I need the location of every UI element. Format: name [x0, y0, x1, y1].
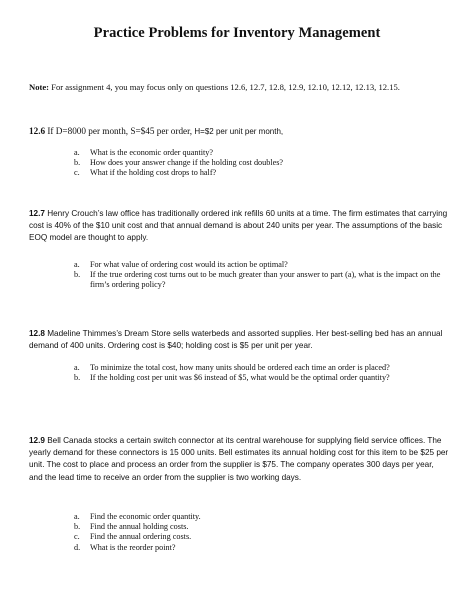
setup-cost-value: 45 — [145, 126, 155, 136]
problem-text: Bell Canada stocks a certain switch connector at its central warehouse for supplying field service offices. The yearly demand for these connectors is 15 000 units. Bell estimates its annual holding cost for this item to be $25 per unit. The cost to place and process an order from the supplier is $75. The company operates 300 days per year, and the lead time to receive an order from the supplier is two working days. — [29, 436, 449, 482]
item-label: a. — [74, 148, 80, 157]
problem-text: Henry Crouch’s law office has traditionally ordered ink refills 60 units at a time. The firm estimates that carrying cost is 40% of the $10 unit cost and that annual demand is about 240 units per year. The assumptions of the basic EOQ model are thought to apply. — [29, 209, 448, 243]
item-label: d. — [74, 542, 81, 552]
problem-text: per order, — [154, 126, 195, 136]
holding-cost-text: H=$2 per unit per month, — [194, 127, 284, 136]
problem-12-7-questions — [74, 260, 454, 291]
item-label: b. — [74, 522, 81, 532]
list-item — [74, 522, 454, 532]
item-text: If the holding cost per unit was $6 instead of $5, what would be the optimal order quantity? — [90, 373, 390, 383]
list-item — [74, 373, 454, 383]
item-label: c. — [74, 168, 80, 178]
item-label: b. — [74, 270, 81, 280]
list-item — [74, 512, 454, 522]
problem-12-6 — [29, 125, 449, 138]
problem-12-6-questions — [74, 148, 454, 179]
list-item — [74, 148, 454, 158]
list-item — [74, 260, 454, 270]
problem-text: per month, S=$ — [85, 126, 146, 136]
item-label: c. — [74, 532, 80, 542]
list-item — [74, 543, 454, 553]
problem-12-7 — [29, 208, 449, 245]
note-text: For assignment 4, you may focus only on questions 12.6, 12.7, 12.8, 12.9, 12.10, 12.12, 12.13, 12.15. — [49, 82, 400, 92]
item-text: If the true ordering cost turns out to be much greater than your answer to part (a), what is the impact on the firm’s ordering policy? — [90, 270, 441, 290]
problem-number: 12.7 — [29, 209, 45, 218]
item-label: a. — [74, 363, 80, 372]
item-text: What if the holding cost drops to half? — [90, 168, 217, 178]
problem-12-8 — [29, 328, 449, 352]
note-label: Note: — [29, 82, 50, 92]
item-text: To minimize the total cost, how many units should be ordered each time an order is placed? — [90, 363, 390, 372]
problem-12-8-questions — [74, 363, 454, 383]
item-text: Find the annual holding costs. — [90, 522, 189, 532]
problem-number: 12.6 — [29, 126, 46, 136]
item-label: a. — [74, 260, 80, 269]
problem-12-9 — [29, 435, 449, 484]
demand-value: 8000 — [67, 126, 86, 136]
list-item — [74, 532, 454, 542]
problem-12-9-questions — [74, 512, 454, 553]
list-item — [74, 270, 454, 290]
item-text: Find the annual ordering costs. — [90, 532, 192, 542]
problem-text: If D= — [45, 126, 68, 136]
item-text: What is the economic order quantity? — [90, 148, 213, 157]
list-item — [74, 158, 454, 168]
item-text: For what value of ordering cost would its action be optimal? — [90, 260, 288, 269]
list-item — [74, 363, 454, 373]
item-label: b. — [74, 373, 81, 383]
problem-text: Madeline Thimmes’s Dream Store sells waterbeds and assorted supplies. Her best-selling bed has an annual demand of 400 units. Ordering cost is $40; holding cost is $5 per unit per year. — [29, 329, 443, 351]
item-text: How does your answer change if the holding cost doubles? — [90, 158, 284, 168]
item-text: Find the economic order quantity. — [90, 512, 201, 521]
page-title: Practice Problems for Inventory Management — [93, 25, 381, 41]
item-text: What is the reorder point? — [90, 542, 176, 552]
list-item — [74, 168, 454, 178]
assignment-note — [29, 82, 459, 92]
item-label: b. — [74, 158, 81, 168]
item-label: a. — [74, 512, 80, 521]
problem-number: 12.9 — [29, 436, 45, 445]
problem-number: 12.8 — [29, 329, 45, 338]
